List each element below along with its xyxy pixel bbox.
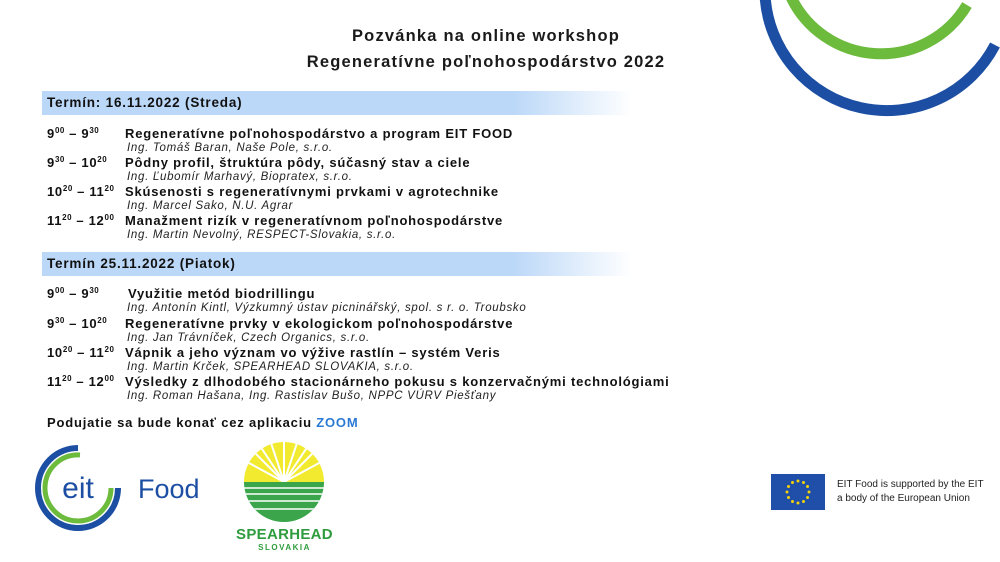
eu-star-icon [797, 480, 800, 483]
eu-star-icon [808, 491, 811, 494]
zoom-link[interactable]: ZOOM [316, 415, 359, 430]
agenda-title: Manažment rizík v regeneratívnom poľnohospodárstve [125, 213, 504, 228]
agenda-title: Výsledky z dlhodobého stacionárneho pokusu s konzervačnými technológiami [125, 374, 670, 389]
agenda-speaker: Ing. Martin Nevolný, RESPECT-Slovakia, s.r.o. [127, 229, 397, 241]
eu-star-icon [802, 500, 805, 503]
time-slot: $10^{20} - 11^{20}$ [47, 184, 115, 199]
eu-support-note [837, 478, 984, 506]
eu-star-icon [802, 481, 805, 484]
eu-flag-icon [771, 474, 825, 510]
spearhead-logo [236, 440, 333, 526]
agenda-title: Vápnik a jeho význam vo výžive rastlín – systém Veris [125, 345, 501, 360]
agenda-title: Skúsenosti s regeneratívnymi prvkami v agrotechnike [125, 184, 499, 199]
eu-star-icon [787, 496, 790, 499]
agenda-speaker: Ing. Roman Hašana, Ing. Rastislav Bušo, NPPC VÚRV Piešťany [127, 390, 497, 402]
eu-line-2: a body of the European Union [837, 493, 970, 504]
agenda-speaker: Ing. Ľubomír Marhavý, Biopratex, s.r.o. [127, 171, 353, 183]
agenda-title: Regeneratívne poľnohospodárstvo a program EIT FOOD [125, 126, 514, 141]
eu-star-icon [791, 500, 794, 503]
session-date-label: Termín 25.11.2022 (Piatok) [47, 256, 236, 271]
eu-star-icon [786, 491, 789, 494]
eu-star-icon [806, 496, 809, 499]
agenda-speaker: Ing. Jan Trávníček, Czech Organics, s.r.o. [127, 332, 370, 344]
title-line-1: Pozvánka na online workshop [351, 27, 621, 45]
eu-star-icon [787, 485, 790, 488]
title-line-2: Regeneratívne poľnohospodárstvo 2022 [306, 53, 666, 71]
agenda-speaker: Ing. Antonín Kintl, Výzkumný ústav picninářský, spol. s r. o. Troubsko [127, 302, 527, 314]
footer-text: Podujatie sa bude konať cez aplikaciu [47, 415, 312, 430]
session-date-band [42, 252, 632, 276]
time-slot: $9^{00} - 9^{30}$ [47, 126, 100, 141]
time-slot: $9^{30} - 10^{20}$ [47, 155, 108, 170]
footer-note [47, 415, 358, 430]
agenda-title: Pôdny profil, štruktúra pôdy, súčasný stav a ciele [125, 155, 471, 170]
time-slot: $10^{20} - 11^{20}$ [47, 345, 115, 360]
eu-line-1: EIT Food is supported by the EIT [837, 479, 984, 490]
spearhead-subtitle: SLOVAKIA [258, 543, 311, 552]
eit-letters: eit [62, 472, 94, 505]
agenda-title: Využitie metód biodrillingu [128, 286, 316, 301]
eu-star-icon [806, 485, 809, 488]
spearhead-wordmark: SPEARHEAD [236, 526, 333, 543]
agenda-speaker: Ing. Martin Krček, SPEARHEAD SLOVAKIA, s.r.o. [127, 361, 414, 373]
time-slot: $9^{30} - 10^{20}$ [47, 316, 108, 331]
eu-star-icon [797, 502, 800, 505]
agenda-speaker: Ing. Tomáš Baran, Naše Pole, s.r.o. [127, 142, 333, 154]
session-date-label: Termín: 16.11.2022 (Streda) [47, 95, 243, 110]
eit-food-logo [32, 442, 232, 534]
eu-star-icon [791, 481, 794, 484]
agenda-title: Regeneratívne prvky v ekologickom poľnohospodárstve [125, 316, 514, 331]
agenda-speaker: Ing. Marcel Sako, N.U. Agrar [127, 200, 294, 212]
time-slot: $11^{20} - 12^{00}$ [47, 213, 115, 228]
session-date-band [42, 91, 632, 115]
time-slot: $11^{20} - 12^{00}$ [47, 374, 115, 389]
eit-food-word: Food [138, 474, 200, 504]
time-slot: $9^{00} - 9^{30}$ [47, 286, 100, 301]
